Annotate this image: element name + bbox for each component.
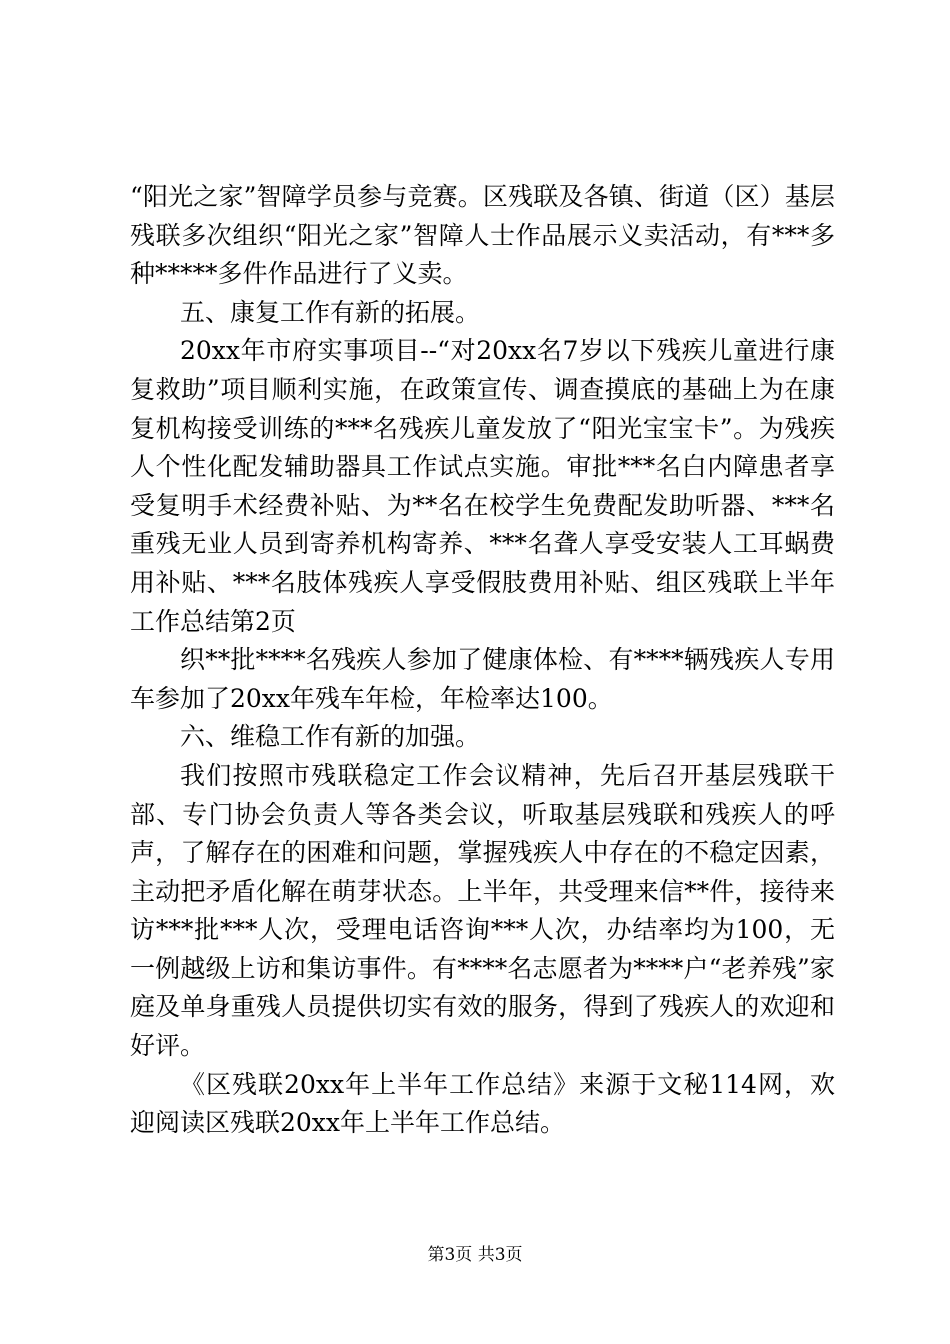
paragraph-sunshine-home: “阳光之家”智障学员参与竞赛。区残联及各镇、街道（区）基层残联多次组织“阳光之家”智障人士作品展示义卖活动，有***多种*****多件作品进行了义卖。 <box>130 182 835 289</box>
heading-stability: 六、维稳工作有新的加强。 <box>180 722 481 752</box>
paragraph-stability: 我们按照市残联稳定工作会议精神，先后召开基层残联干部、专门协会负责人等各类会议，听取基层残联和残疾人的呼声，了解存在的困难和问题，掌握残疾人中存在的不稳定因素，主动把矛盾化解在萌芽状态。上半年，共受理来信**件，接待来访***批***人次，受理电话咨询***人次，办结率均为100，无一例越级上访和集访事件。有****名志愿者为****户“老养残”家庭及单身重残人员提供切实有效的服务，得到了残疾人的欢迎和好评。 <box>130 760 835 1061</box>
paragraph-rehabilitation: 20xx年市府实事项目--“对20xx名7岁以下残疾儿童进行康复救助”项目顺利实施，在政策宣传、调查摸底的基础上为在康复机构接受训练的***名残疾儿童发放了“阳光宝宝卡”。为残疾人个性化配发辅助器具工作试点实施。审批***名白内障患者享受复明手术经费补贴、为**名在校学生免费配发助听器、***名重残无业人员到寄养机构寄养、***名聋人享受安装人工耳蜗费用补贴、***名肢体残疾人享受假肢费用补贴、组区残联上半年工作总结第2页 <box>130 336 835 636</box>
paragraph-health-checkup: 织**批****名残疾人参加了健康体检、有****辆残疾人专用车参加了20xx年残车年检，年检率达100。 <box>130 645 835 713</box>
page-footer: 第3页 共3页 <box>427 1245 523 1265</box>
document-body <box>130 178 835 1143</box>
paragraph-source: 《区残联20xx年上半年工作总结》来源于文秘114网，欢迎阅读区残联20xx年上半年工作总结。 <box>130 1069 835 1138</box>
heading-rehabilitation: 五、康复工作有新的拓展。 <box>180 297 481 327</box>
